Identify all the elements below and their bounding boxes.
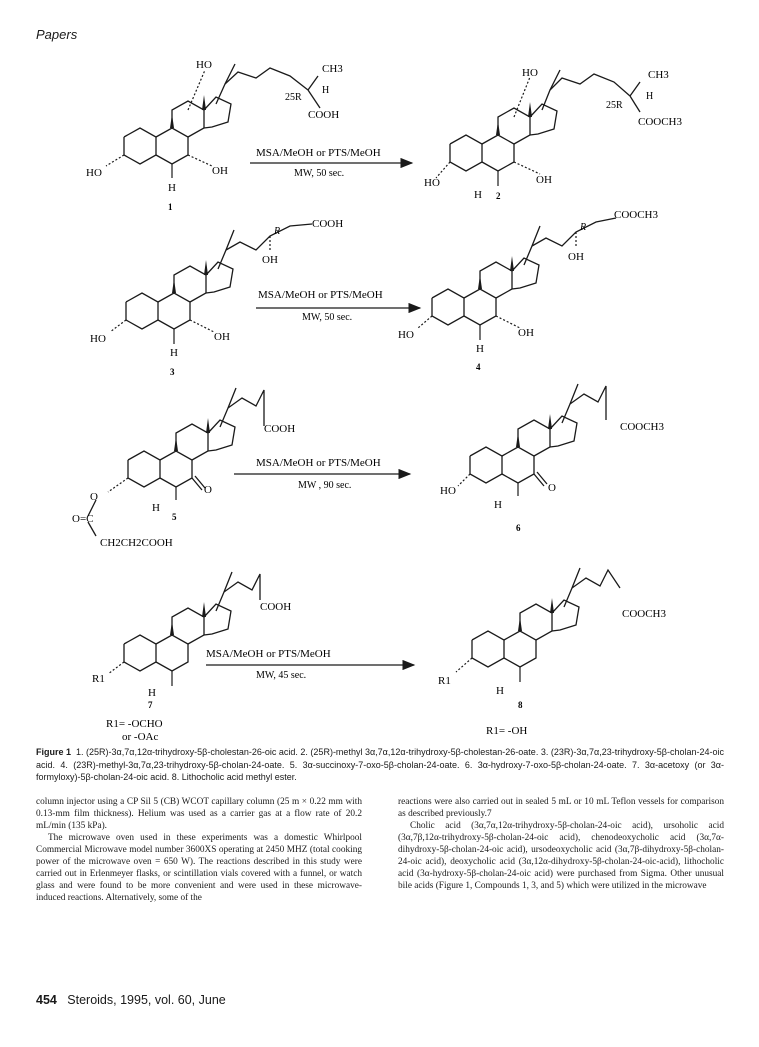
figure-label: Figure 1 <box>36 747 72 757</box>
arrow-1-reagents: MSA/MeOH or PTS/MeOH <box>256 147 381 159</box>
compound-8-h-bottom: H <box>496 685 504 697</box>
compound-5-number: 5 <box>172 512 177 522</box>
compound-5-cooh: COOH <box>264 423 296 435</box>
compound-1-h: H <box>322 85 330 96</box>
reaction-arrow-2 <box>256 289 420 323</box>
compound-2-h: H <box>646 91 654 102</box>
compound-5-oc: O=C <box>72 513 94 525</box>
compound-4-oh-side: OH <box>568 251 584 263</box>
arrow-4-conditions: MW, 45 sec. <box>256 670 307 681</box>
compound-2-h-bottom: H <box>474 189 482 201</box>
compound-4-number: 4 <box>476 362 481 372</box>
arrow-2-conditions: MW, 50 sec. <box>302 312 353 323</box>
compound-2-oh: OH <box>536 174 552 186</box>
compound-8-cooch3: COOCH3 <box>622 608 667 620</box>
compound-5-h-bottom: H <box>152 502 160 514</box>
compound-1-ho-top: HO <box>196 59 212 71</box>
compound-1-oh: OH <box>212 165 228 177</box>
reaction-arrow-1 <box>250 147 412 179</box>
compound-6-o-keto: O <box>548 482 556 494</box>
figure-caption-text: 1. (25R)-3α,7α,12α-trihydroxy-5β-cholestan-26-oic acid. 2. (25R)-methyl 3α,7α,12α-trihydroxy-5β-cholestan-26-oate. 3. (23R)-3α,7α,23-trihydroxy-5β-cholan-24-oic acid. 4. (23R)-methyl-3α,7α,23-trihydroxy-5β-cholan-24-oate. 5. 3α-succinoxy-7-oxo-5β-cholan-24-oate. 6. 3α-hydroxy-7-oxo-5β-cholan-24-oate. 7. 3α-acetoxy (or 3α-formyloxy)-5β-cholan-24-oic acid. 8. Lithocholic acid methyl ester. <box>36 747 724 782</box>
compound-3-cooh: COOH <box>312 218 344 230</box>
compound-4-ho-left: HO <box>398 329 414 341</box>
arrow-1-conditions: MW, 50 sec. <box>294 168 345 179</box>
compound-4-oh: OH <box>518 327 534 339</box>
compound-2-cooch3: COOCH3 <box>638 116 683 128</box>
compound-4-r: R <box>580 222 587 233</box>
compound-3-number: 3 <box>170 367 175 377</box>
compound-7-h-bottom: H <box>148 687 156 699</box>
compound-8-r1-def: R1= -OH <box>486 725 528 737</box>
compound-6-h-bottom: H <box>494 499 502 511</box>
compound-3-oh: OH <box>214 331 230 343</box>
compound-5-o-keto: O <box>204 484 212 496</box>
body-column-right <box>398 796 724 892</box>
compound-1-cooh: COOH <box>308 109 340 121</box>
compound-2-ho-left: HO <box>424 177 440 189</box>
compound-1-25r: 25R <box>285 92 302 103</box>
page-number: 454 <box>36 993 57 1007</box>
compound-7-cooh: COOH <box>260 601 292 613</box>
paragraph: reactions were also carried out in sealed 5 mL or 10 mL Teflon vessels for comparison as described previously.7 <box>398 797 724 819</box>
compound-5-chain: CH2CH2COOH <box>100 537 173 549</box>
reaction-arrow-3 <box>234 457 410 491</box>
compound-6-ho-left: HO <box>440 485 456 497</box>
page-footer <box>36 993 226 1007</box>
compound-2 <box>424 67 683 201</box>
compound-4-cooch3: COOCH3 <box>614 209 659 221</box>
compound-2-ch3: CH3 <box>648 69 669 81</box>
arrow-2-reagents: MSA/MeOH or PTS/MeOH <box>258 289 383 301</box>
compound-7-r1-or: or -OAc <box>122 731 159 740</box>
arrow-3-reagents: MSA/MeOH or PTS/MeOH <box>256 457 381 469</box>
paragraph: Cholic acid (3α,7α,12α-trihydroxy-5β-cholan-24-oic acid), ursoholic acid (3α,7β,12α-trihydroxy-5β-cholan-24-oic acid), chenodeoxycholic acid (3α,7α-dihydroxy-5β-cholan-24-oic acid), ursodeoxycholic acid (3α,7β-dihydroxy-5β-cholan-24-oic acid), deoxycholic acid (3α,12α-dihydroxy-5β-cholan-24-oic-acid), lithocholic acid (3α-hydroxy-5β-cholan-24-oic acid) were purchased from Sigma. Other unusual bile acids (Figure 1, Compounds 1, 3, and 5) which were utilized in the microwave <box>398 821 724 891</box>
compound-2-ho-top: HO <box>522 67 538 79</box>
compound-2-number: 2 <box>496 191 501 201</box>
compound-8-number: 8 <box>518 700 523 710</box>
body-column-left <box>36 796 362 904</box>
compound-1-number: 1 <box>168 202 173 212</box>
compound-5-o: O <box>90 491 98 503</box>
compound-4-h-bottom: H <box>476 343 484 355</box>
compound-8-r1: R1 <box>438 675 451 687</box>
compound-7-r1: R1 <box>92 673 105 685</box>
compound-8 <box>438 568 667 737</box>
compound-6-cooch3: COOCH3 <box>620 421 665 433</box>
compound-3-r: R <box>274 226 281 237</box>
compound-2-25r: 25R <box>606 100 623 111</box>
paragraph: The microwave oven used in these experiments was a domestic Whirlpool Commercial Microwave model number 3600XS operating at 2450 MHZ (total cooking power of the microwave oven = 650 W). The reactions described in this study were carried out in Erlenmeyer flasks, or scintillation vials covered with a funnel, or watch glass and were found to be more convenient and were used in these microwave-induced reactions. Alternatively, some of the <box>36 833 362 903</box>
arrow-3-conditions: MW , 90 sec. <box>298 480 352 491</box>
compound-3-h-bottom: H <box>170 347 178 359</box>
compound-3-ho-left: HO <box>90 333 106 345</box>
arrow-4-reagents: MSA/MeOH or PTS/MeOH <box>206 648 331 660</box>
compound-6-number: 6 <box>516 523 521 533</box>
compound-4 <box>398 209 659 372</box>
compound-3-oh-side: OH <box>262 254 278 266</box>
compound-1-h-bottom: H <box>168 182 176 194</box>
compound-1 <box>86 59 343 212</box>
compound-7-number: 7 <box>148 700 153 710</box>
reaction-arrow-4 <box>206 648 414 681</box>
compound-1-ho-left: HO <box>86 167 102 179</box>
compound-7-r1-def: R1= -OCHO <box>106 718 163 730</box>
journal-citation: Steroids, 1995, vol. 60, June <box>67 993 226 1007</box>
section-header: Papers <box>36 27 78 42</box>
figure-caption <box>36 746 724 784</box>
compound-6 <box>440 384 665 533</box>
paragraph: column injector using a CP Sil 5 (CB) WCOT capillary column (25 m × 0.22 mm with 0.13-mm film thickness). Helium was used as a carrier gas at a flow rate of 20.2 mL/min (135 kPa). <box>36 797 362 831</box>
compound-1-ch3: CH3 <box>322 63 343 75</box>
